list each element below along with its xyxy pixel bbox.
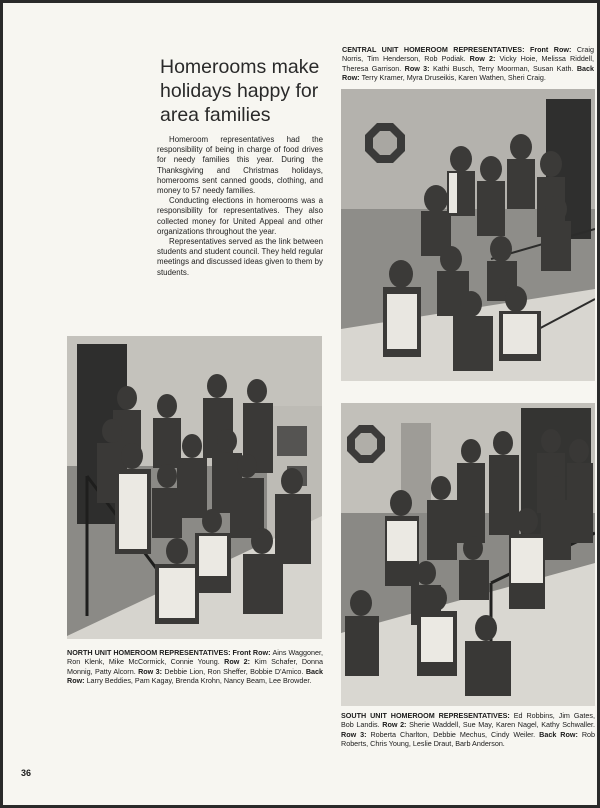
north-photo-illustration xyxy=(67,336,322,639)
central-back-names: Terry Kramer, Myra Druseikis, Karen Wathen, Sheri Craig. xyxy=(361,73,546,83)
central-front-names: Craig Norris, Tim Henderson, Rob Podiak. xyxy=(342,45,595,64)
central-back-label: Back Row: xyxy=(342,63,595,83)
central-row2-names: Vicky Hoie, Melissa Riddell, Theresa Garrison. xyxy=(342,54,594,73)
north-row2-label: Row 2: xyxy=(224,657,255,667)
central-unit-photo xyxy=(341,89,595,381)
yearbook-page xyxy=(3,3,597,805)
north-caption xyxy=(67,648,323,686)
body-paragraph-1: Homeroom representatives had the responsibility of being in charge of food drives for needy families this year. During the Thanksgiving and Christmas holidays, homerooms sent canned goods, clothing, and money to 57 needy families. xyxy=(157,135,323,196)
south-row2-names: Sherie Waddell, Sue May, Karen Nagel, Kathy Schwaller. xyxy=(409,720,595,730)
south-back-label: Back Row: xyxy=(539,729,582,739)
headline: Homerooms make holidays happy for area families xyxy=(160,56,320,126)
south-row2-label: Row 2: xyxy=(382,720,410,730)
central-row3-names: Kathi Busch, Terry Moorman, Susan Kath. xyxy=(432,63,577,73)
central-front-label: Front Row: xyxy=(529,45,577,54)
article-body xyxy=(157,135,323,278)
north-unit-photo xyxy=(67,336,322,639)
south-front-names: Ed Robbins, Jim Gates, Bob Landis. xyxy=(341,711,595,730)
north-row2-names: Kim Schafer, Donna Monnig, Patty Alcorn. xyxy=(67,657,324,676)
south-photo-illustration xyxy=(341,403,595,706)
central-photo-illustration xyxy=(341,89,595,381)
body-paragraph-2: Conducting elections in homerooms was a responsibility for representatives. They also collected money for United Appeal and other organizations throughout the year. xyxy=(157,196,323,236)
page-number: 36 xyxy=(21,768,32,778)
south-unit-photo xyxy=(341,403,595,706)
central-caption-title: CENTRAL UNIT HOMEROOM REPRESENTATIVES: xyxy=(342,45,530,54)
south-row3-names: Roberta Charlton, Debbie Mechus, Cindy Weiler. xyxy=(370,729,540,739)
south-back-names: Rob Roberts, Chris Young, Leslie Draut, Barb Anderson. xyxy=(341,729,595,749)
central-row3-label: Row 3: xyxy=(404,63,433,73)
north-row3-label: Row 3: xyxy=(138,666,165,676)
south-caption xyxy=(341,711,595,749)
north-front-label: Front Row: xyxy=(232,648,273,657)
north-back-names: Larry Beddies, Pam Kagay, Brenda Krohn, Nancy Beam, Lee Browder. xyxy=(86,676,312,686)
central-caption xyxy=(342,45,594,83)
north-front-names: Ains Waggoner, Ron Klenk, Mike McCormick, Connie Young. xyxy=(67,648,323,667)
south-caption-title: SOUTH UNIT HOMEROOM REPRESENTATIVES: xyxy=(341,711,514,720)
body-paragraph-3: Representatives served as the link between students and student council. They held regular meetings and discussed ideas given to them by students. xyxy=(157,237,323,277)
south-row3-label: Row 3: xyxy=(341,729,371,739)
north-back-label: Back Row: xyxy=(67,666,323,686)
central-row2-label: Row 2: xyxy=(469,54,500,64)
north-caption-title: NORTH UNIT HOMEROOM REPRESENTATIVES: xyxy=(67,648,233,657)
north-row3-names: Debbie Lion, Ron Sheffer, Bobbie D'Amico. xyxy=(164,666,306,676)
